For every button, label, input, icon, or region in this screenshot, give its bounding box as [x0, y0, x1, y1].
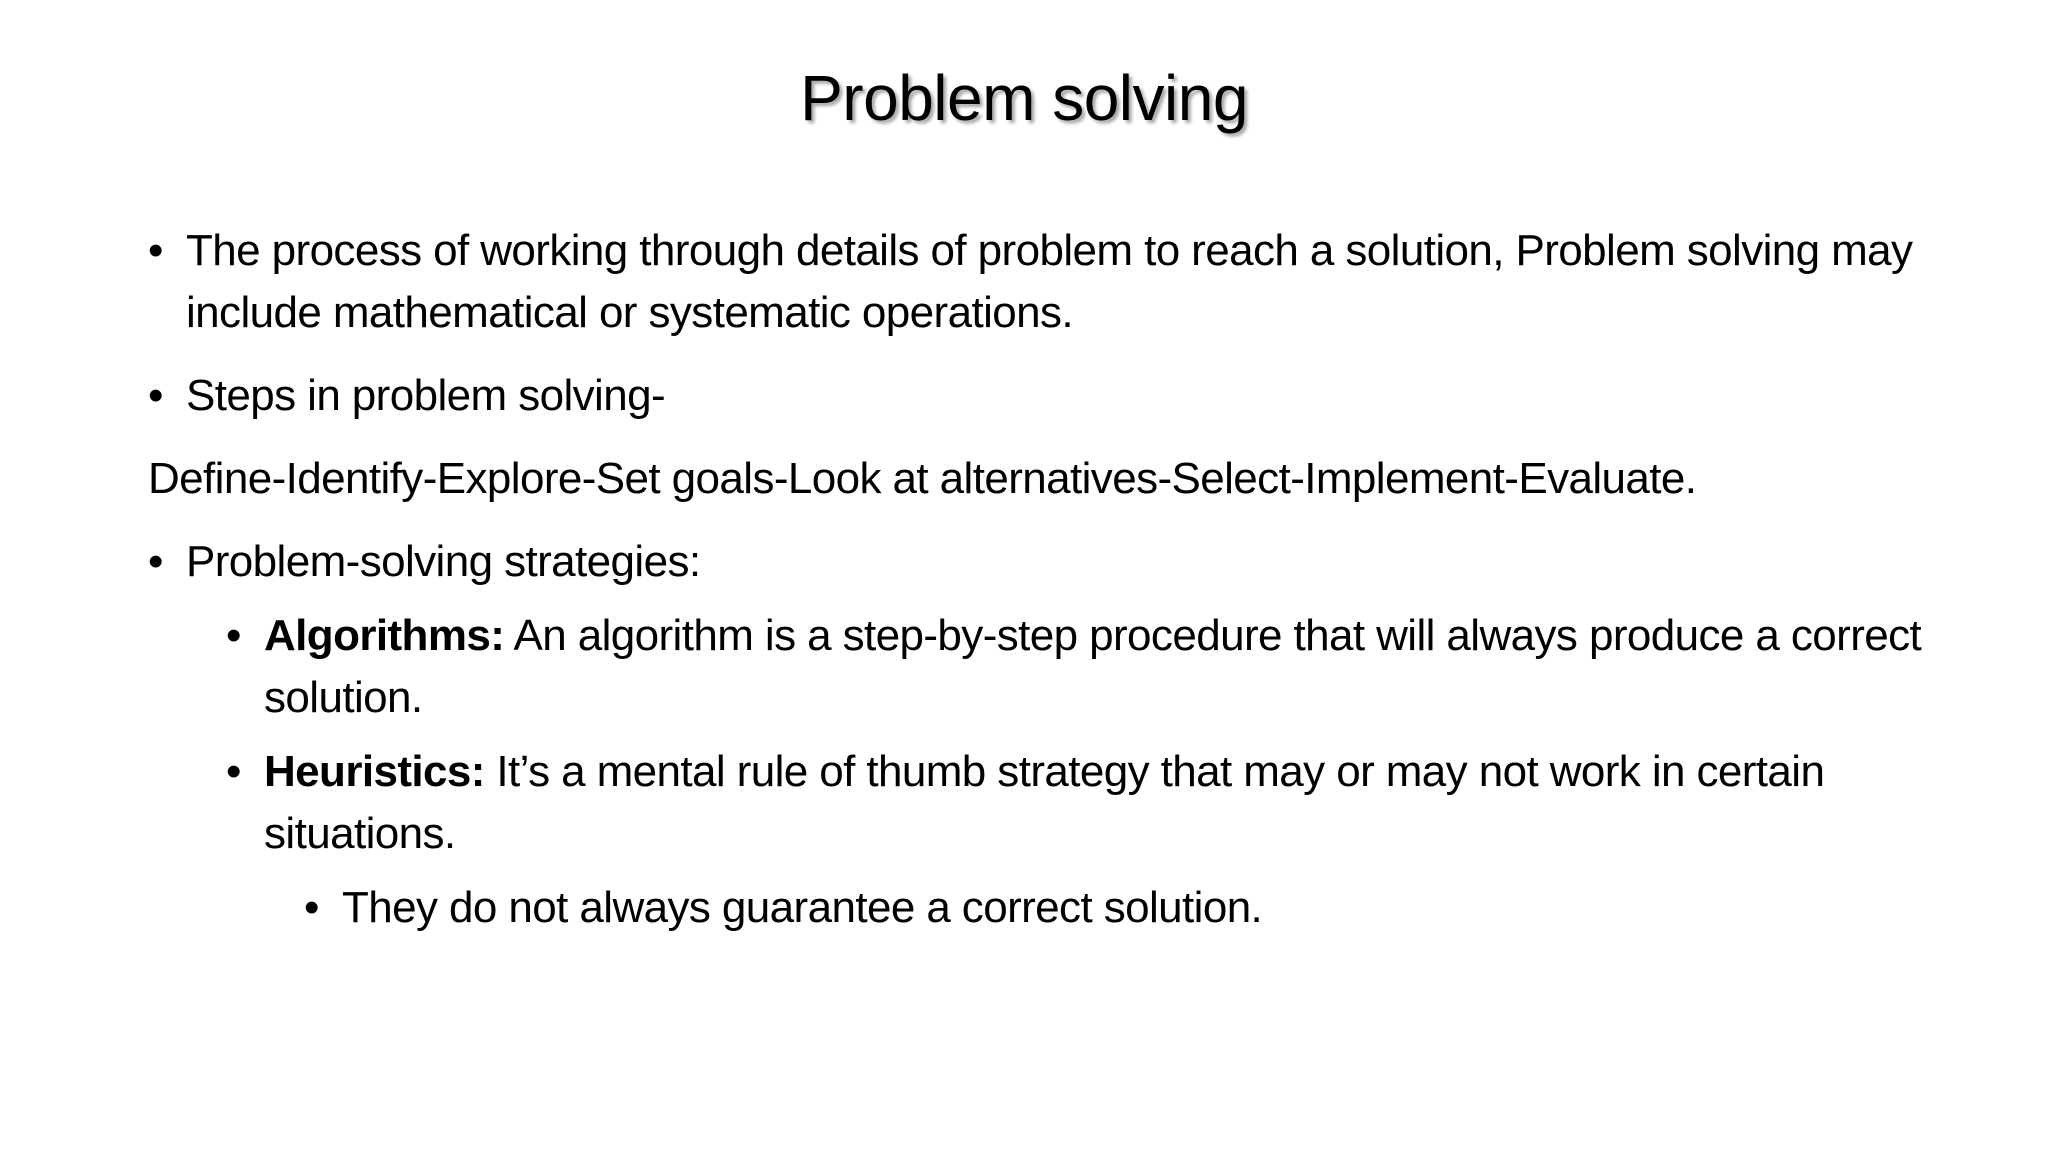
term-heuristics: Heuristics:: [264, 747, 485, 796]
bullet-icon: •: [148, 537, 163, 586]
term-algorithms: Algorithms:: [264, 611, 505, 660]
bullet-icon: •: [226, 611, 241, 660]
steps-sequence-text: Define-Identify-Explore-Set goals-Look at alternatives-Select-Implement-Evaluate.: [148, 454, 1697, 503]
bullet-icon: •: [304, 883, 319, 932]
slide-body: [148, 220, 1928, 939]
bullet-text: They do not always guarantee a correct solution.: [342, 883, 1263, 932]
bullet-item-strategies: [148, 531, 1928, 593]
bullet-text: Steps in problem solving-: [186, 371, 666, 420]
steps-sequence: [148, 448, 1928, 510]
bullet-item-heuristics: [148, 741, 1928, 865]
bullet-item-process: [148, 220, 1928, 344]
bullet-text: An algorithm is a step-by-step procedure that will always produce a correct solution.: [264, 611, 1922, 722]
bullet-text: The process of working through details of problem to reach a solution, Problem solving may include mathematical or systematic operations.: [186, 226, 1913, 337]
bullet-text: Problem-solving strategies:: [186, 537, 701, 586]
slide-title: Problem solving: [800, 62, 1248, 134]
bullet-text: It’s a mental rule of thumb strategy that may or may not work in certain situations.: [264, 747, 1825, 858]
bullet-icon: •: [148, 226, 163, 275]
bullet-item-guarantee: [148, 877, 1928, 939]
bullet-icon: •: [226, 747, 241, 796]
bullet-item-steps: [148, 365, 1928, 427]
bullet-icon: •: [148, 371, 163, 420]
bullet-item-algorithms: [148, 605, 1928, 729]
